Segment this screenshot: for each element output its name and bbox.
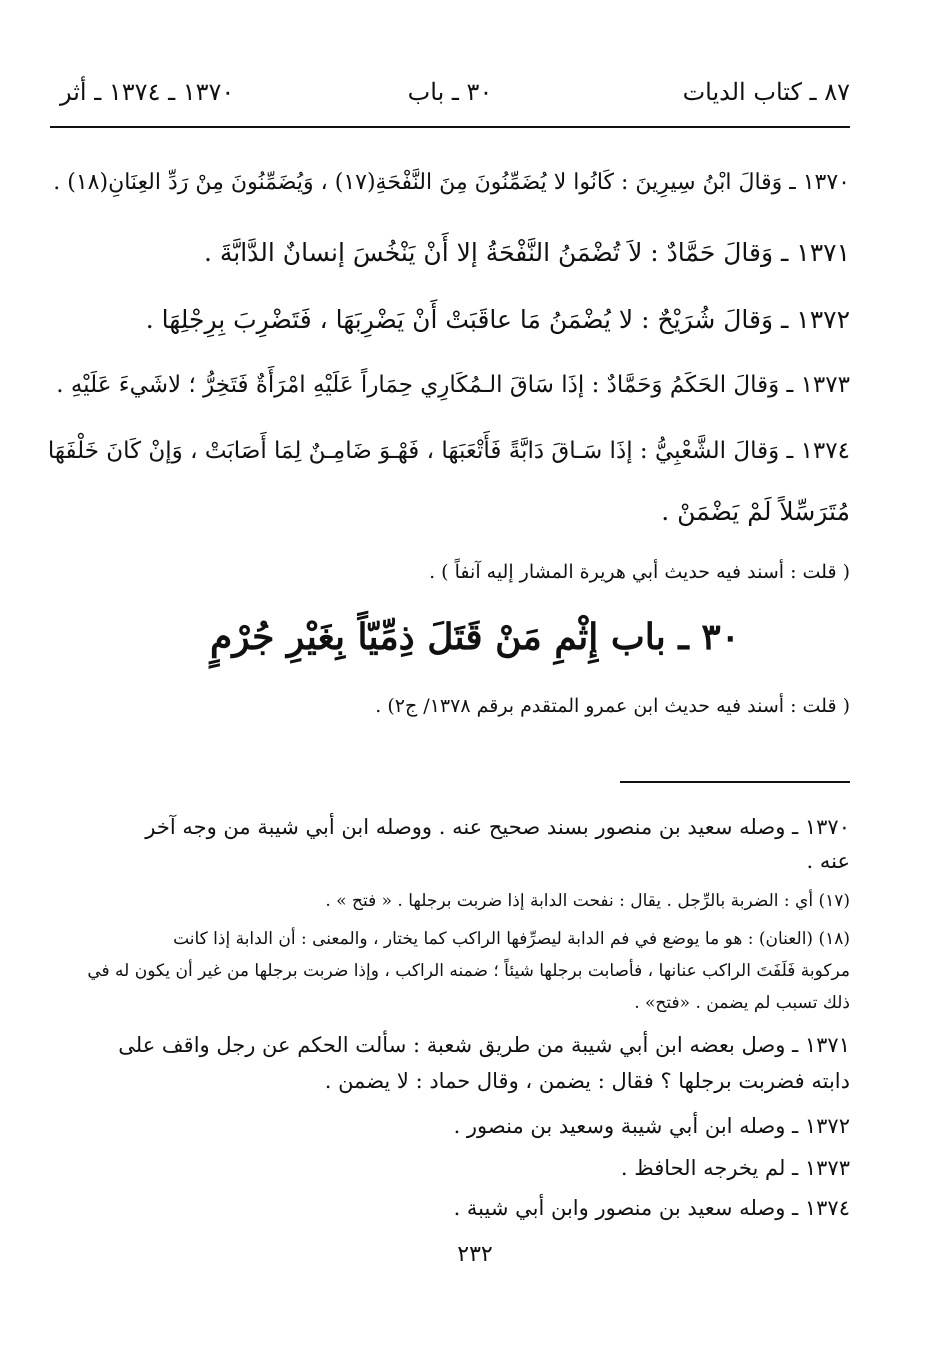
header-rule bbox=[50, 126, 850, 128]
athar-1373: ١٣٧٣ ـ وَقالَ الحَكَمُ وَحَمَّادٌ : إذَا سَاقَ الـمُكَارِي حِمَاراً عَلَيْهِ امْرَأَةٌ فَتَخِرُّ ؛ لاشَيءَ عَلَيْهِ . bbox=[56, 372, 850, 398]
footnote-17: (١٧) أي : الضربة بالرِّجل . يقال : نفحت الدابة إذا ضربت برجلها . « فتح » . bbox=[325, 891, 850, 911]
footnote-rule bbox=[620, 781, 850, 783]
running-header bbox=[50, 78, 850, 118]
editor-note-1: ( قلت : أسند فيه حديث أبي هريرة المشار إليه آنفاً ) . bbox=[429, 561, 850, 583]
footnote-1371-line1: ١٣٧١ ـ وصل بعضه ابن أبي شيبة من طريق شعبة : سألت الحكم عن رجل واقف على bbox=[118, 1033, 850, 1057]
footnote-1370-line1: ١٣٧٠ ـ وصله سعيد بن منصور بسند صحيح عنه . ووصله ابن أبي شيبة من وجه آخر bbox=[145, 815, 850, 839]
header-chapter: ٣٠ ـ باب bbox=[407, 78, 493, 106]
footnote-18-line1: (١٨) (العنان) : هو ما يوضع في فم الدابة ليصرِّفها الراكب كما يختار ، والمعنى : أن الدابة إذا كانت bbox=[173, 929, 850, 949]
footnote-1374: ١٣٧٤ ـ وصله سعيد بن منصور وابن أبي شيبة . bbox=[453, 1196, 850, 1220]
footnote-18-line2: مركوبة فَلَفَتَ الراكب عنانها ، فأصابت برجلها شيئاً ؛ ضمنه الراكب ، وإذا ضربت برجلها من غير أن يكون له في bbox=[87, 961, 850, 981]
athar-1371: ١٣٧١ ـ وَقالَ حَمَّادٌ : لاَ تُضْمَنُ النَّفْحَةُ إلا أَنْ يَنْخُسَ إنسانٌ الدَّابَّةَ . bbox=[203, 238, 850, 267]
editor-note-2: ( قلت : أسند فيه حديث ابن عمرو المتقدم برقم ١٣٧٨/ ج٢) . bbox=[375, 695, 850, 717]
athar-1370: ١٣٧٠ ـ وَقالَ ابْنُ سِيرِينَ : كَانُوا لا يُضَمِّنُونَ مِنَ النَّفْحَةِ(١٧) ، وَيُضَمِّنُونَ مِنْ رَدِّ العِنَانِ(١٨) . bbox=[53, 170, 850, 195]
footnote-18-line3: ذلك تسبب لم يضمن . «فتح» . bbox=[634, 993, 850, 1013]
footnote-1371-line2: دابته فضربت برجلها ؟ فقال : يضمن ، وقال حماد : لا يضمن . bbox=[324, 1069, 850, 1093]
footnote-1373: ١٣٧٣ ـ لم يخرجه الحافظ . bbox=[620, 1156, 850, 1180]
chapter-title: ٣٠ ـ باب إِثْمِ مَنْ قَتَلَ ذِمِّيّاً بِغَيْرِ جُرْمٍ bbox=[209, 616, 741, 658]
athar-1374-line2: مُتَرَسِّلاً لَمْ يَضْمَنْ . bbox=[661, 497, 850, 526]
athar-1374-line1: ١٣٧٤ ـ وَقالَ الشَّعْبِيُّ : إذَا سَـاقَ دَابَّةً فَأَتْعَبَهَا ، فَهْـوَ ضَامِـنٌ لِمَا أَصَابَتْ ، وَإنْ كَانَ خَلْفَهَا bbox=[47, 438, 850, 464]
header-book-title: ٨٧ ـ كتاب الديات bbox=[682, 78, 850, 106]
footnote-1372: ١٣٧٢ ـ وصله ابن أبي شيبة وسعيد بن منصور . bbox=[453, 1114, 850, 1138]
page-number: ٢٣٢ bbox=[457, 1242, 493, 1267]
athar-1372: ١٣٧٢ ـ وَقالَ شُرَيْحٌ : لا يُضْمَنُ مَا عاقَبَتْ أَنْ يَضْرِبَهَا ، فَتَضْرِبَ بِرِجْلِهَا . bbox=[145, 305, 850, 334]
header-range: ١٣٧٠ ـ ١٣٧٤ ـ أثر bbox=[60, 78, 235, 106]
footnote-1370-line2: عنه . bbox=[806, 849, 850, 873]
